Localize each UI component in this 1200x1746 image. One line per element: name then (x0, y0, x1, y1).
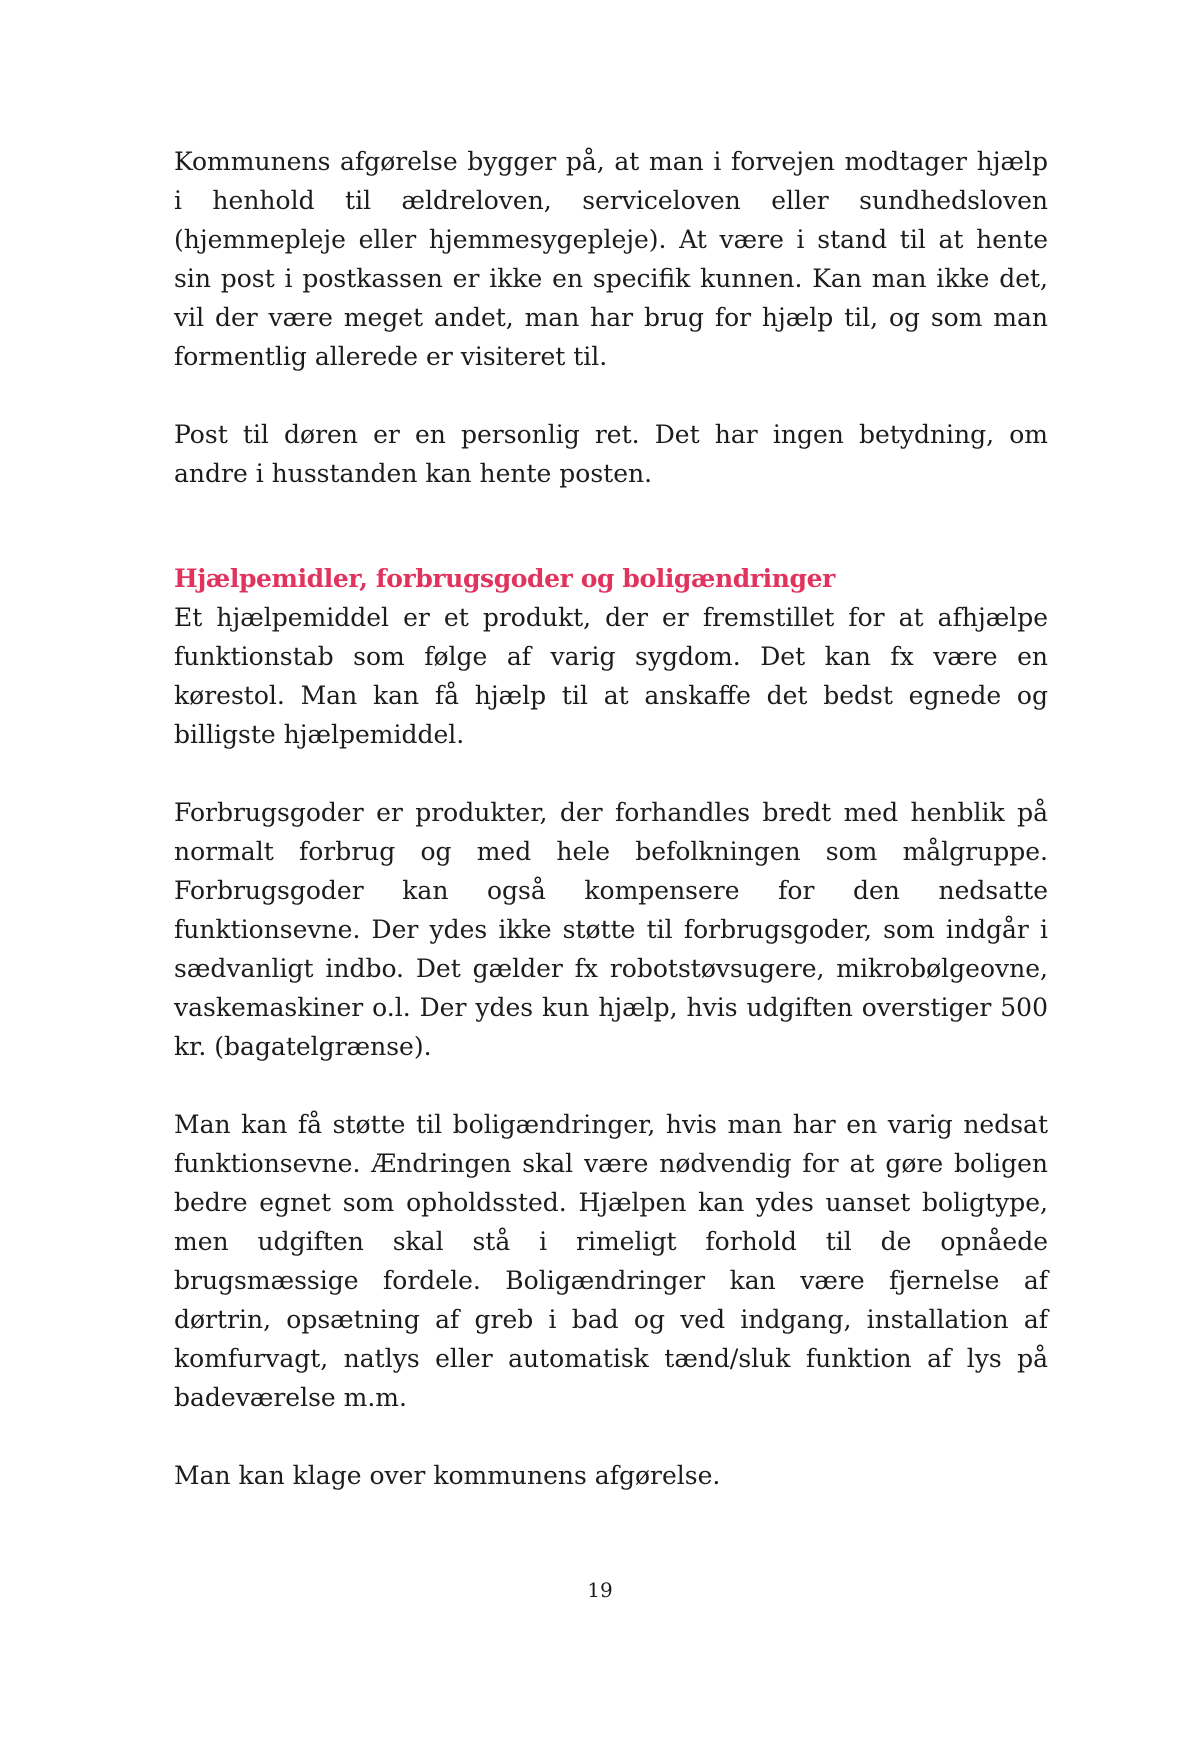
paragraph-aids: Et hjælpemiddel er et produkt, der er fremstillet for at afhjælpe funktionstab som følge af varig sygdom. Det kan fx være en kørestol. Man kan få hjælp til at anskaffe det bedst egnede og billigste hjælpemiddel. (174, 603, 1048, 749)
paragraph-appeal: Man kan klage over kommunens afgørelse. (174, 1461, 721, 1490)
section-spacer (174, 493, 1048, 559)
section-heading: Hjælpemidler, forbrugsgoder og boligændringer (174, 564, 835, 593)
page-number: 19 (587, 1578, 613, 1602)
intro-paragraph-decision: Kommunens afgørelse bygger på, at man i forvejen modtager hjælp i henhold til ældreloven, serviceloven eller sundhedsloven (hjemmepleje eller hjemmesygepleje). At være i stand til at hente sin post i postkassen er ikke en specifik kunnen. Kan man ikke det, vil der være meget andet, man har brug for hjælp til, og som man formentlig allerede er visiteret til. (174, 147, 1048, 371)
text-column (174, 142, 1048, 1495)
intro-paragraph-personal-right: Post til døren er en personlig ret. Det har ingen betydning, om andre i husstanden kan hente posten. (174, 420, 1048, 488)
paragraph-consumer-goods: Forbrugsgoder er produkter, der forhandles bredt med henblik på normalt forbrug og med hele befolkningen som målgruppe. Forbrugsgoder kan også kompensere for den nedsatte funktionsevne. Der ydes ikke støtte til forbrugsgoder, som indgår i sædvanligt indbo. Det gælder fx robotstøvsugere, mikrobølgeovne, vaskemaskiner o.l. Der ydes kun hjælp, hvis udgiften overstiger 500 kr. (bagatelgrænse). (174, 798, 1048, 1061)
paragraph-home-modifications: Man kan få støtte til boligændringer, hvis man har en varig nedsat funktionsevne. Ændringen skal være nødvendig for at gøre boligen bedre egnet som opholdssted. Hjælpen kan ydes uanset boligtype, men udgiften skal stå i rimeligt forhold til de opnåede brugsmæssige fordele. Boligændringer kan være fjernelse af dørtrin, opsætning af greb i bad og ved indgang, installation af komfurvagt, natlys eller automatisk tænd/sluk funktion af lys på badeværelse m.m. (174, 1110, 1048, 1412)
